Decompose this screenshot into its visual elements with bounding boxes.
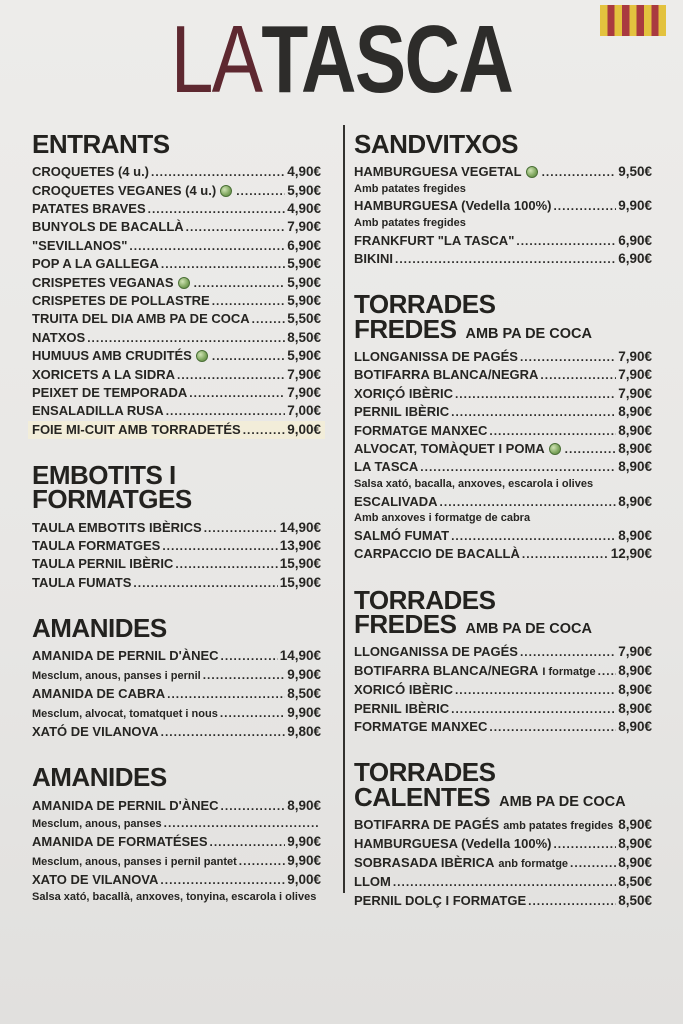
dot-leader: [164, 815, 319, 832]
item-price: 5,90€: [287, 348, 321, 364]
item-name: LLOM: [354, 874, 391, 890]
item-price: 5,90€: [287, 256, 321, 272]
item-name: Salsa xató, bacallà, anxoves, tonyina, escarola i olives: [32, 890, 317, 903]
item-price: 7,90€: [287, 219, 321, 235]
item-name: POP A LA GALLEGA: [32, 256, 159, 272]
dot-leader: [542, 164, 617, 181]
section-heading-line: [354, 313, 652, 344]
dot-leader: [451, 701, 616, 718]
item-name: ALVOCAT, TOMÀQUET I POMA: [354, 441, 545, 457]
menu-item-note: [354, 477, 652, 493]
item-name: FRANKFURT "LA TASCA": [354, 232, 515, 248]
dot-leader: [393, 874, 616, 891]
dot-leader: [221, 798, 286, 815]
item-price: 9,90€: [287, 852, 321, 868]
section-heading: [354, 289, 652, 344]
item-name: FORMATGE MANXEC: [354, 422, 488, 438]
dot-leader: [239, 853, 285, 870]
menu-column-right: [354, 129, 652, 910]
item-price: 12,90€: [610, 546, 652, 562]
section-heading-line: [354, 129, 652, 159]
item-name: Mesclum, alvocat, tomatquet i nous: [32, 707, 218, 720]
item-price: 7,90€: [287, 385, 321, 401]
menu-item: [354, 458, 652, 476]
dot-leader: [520, 349, 616, 366]
item-price: 6,90€: [618, 232, 652, 248]
menu-section: [354, 757, 652, 910]
item-name: Mesclum, anous, panses i pernil pantet: [32, 855, 237, 868]
dot-leader: [194, 275, 286, 292]
item-name: TAULA EMBOTITS IBÈRICS: [32, 519, 202, 535]
item-inline-note: amb patates fregides: [503, 820, 614, 833]
dot-leader: [570, 855, 616, 872]
dot-leader: [520, 644, 616, 661]
dot-leader: [160, 872, 285, 889]
menu-item: [354, 232, 652, 250]
dot-leader: [540, 367, 616, 384]
dot-leader: [522, 546, 609, 563]
menu-section: [354, 129, 652, 268]
item-price: 9,90€: [287, 666, 321, 682]
item-name: XORIÇÓ IBÈRIC: [354, 385, 453, 401]
dot-leader: [177, 367, 285, 384]
item-price: 7,00€: [287, 403, 321, 419]
item-name: HAMBURGUESA VEGETAL: [354, 164, 522, 180]
item-name: Amb anxoves i formatge de cabra: [354, 512, 531, 525]
item-name: CARPACCIO DE BACALLÀ: [354, 546, 520, 562]
item-price: 8,90€: [618, 700, 652, 716]
item-price: 7,90€: [618, 367, 652, 383]
dot-leader: [252, 311, 286, 328]
dot-leader: [395, 251, 616, 268]
menu-item: [32, 218, 321, 236]
dot-leader: [167, 686, 285, 703]
item-price: 5,50€: [287, 311, 321, 327]
section-heading-line: [32, 762, 321, 793]
dot-leader: [210, 834, 286, 851]
column-divider: [343, 125, 345, 893]
item-price: 7,90€: [618, 644, 652, 660]
dot-leader: [221, 648, 278, 665]
menu-item: [354, 681, 652, 699]
section-heading-line: [32, 129, 321, 159]
dot-leader: [455, 682, 616, 699]
item-price: 8,90€: [618, 854, 652, 870]
menu-item: [32, 200, 321, 218]
item-price: 15,90€: [279, 574, 321, 590]
menu-item: [354, 163, 652, 181]
item-price: 8,90€: [618, 718, 652, 734]
item-price: 4,90€: [287, 200, 321, 216]
item-price: 8,90€: [618, 422, 652, 438]
vegan-icon: [178, 277, 190, 289]
vegan-icon: [549, 443, 561, 455]
item-price: 8,90€: [618, 404, 652, 420]
menu-item: [354, 835, 652, 853]
item-name: CRISPETES VEGANAS: [32, 274, 174, 290]
item-price: 7,90€: [287, 366, 321, 382]
item-name: HAMBURGUESA (Vedella 100%): [354, 836, 552, 852]
section-heading-text: FORMATGES: [32, 484, 192, 515]
dot-leader: [565, 441, 617, 458]
item-price: 8,90€: [287, 797, 321, 813]
menu-item-note: [354, 511, 652, 527]
item-inline-note: anb formatge: [498, 857, 569, 870]
section-heading: [32, 613, 321, 644]
item-price: 8,90€: [618, 836, 652, 852]
dot-leader: [553, 836, 616, 853]
dot-leader: [455, 386, 616, 403]
dot-leader: [451, 528, 616, 545]
menu-item: [32, 537, 321, 555]
menu-section: [354, 289, 652, 563]
menu-content: [0, 129, 683, 910]
item-price: 8,90€: [618, 459, 652, 475]
menu-item: [32, 255, 321, 273]
item-name: Amb patates fregides: [354, 216, 466, 229]
section-heading-text: ENTRANTS: [32, 129, 170, 159]
item-price: 8,90€: [618, 493, 652, 509]
dot-leader: [151, 164, 285, 181]
menu-item: [354, 873, 652, 891]
section-heading-text: CALENTES: [354, 781, 491, 812]
dot-leader: [148, 201, 286, 218]
item-name: ENSALADILLA RUSA: [32, 403, 164, 419]
item-name: SALMÓ FUMAT: [354, 527, 450, 543]
catalonia-flag-icon: [600, 5, 666, 36]
item-name: XORICÓ IBÈRIC: [354, 682, 453, 698]
item-price: 8,90€: [618, 662, 652, 678]
menu-item: [32, 852, 321, 871]
section-heading-text: AMANIDES: [32, 613, 167, 644]
dot-leader: [204, 520, 278, 537]
item-name: FORMATGE MANXEC: [354, 718, 488, 734]
menu-item: [32, 237, 321, 255]
menu-item: [354, 197, 652, 215]
item-name: TRUITA DEL DIA AMB PA DE COCA: [32, 311, 250, 327]
item-name: SOBRASADA IBÈRICA: [354, 854, 495, 870]
title-part-la: LA: [170, 6, 262, 113]
menu-item: [354, 545, 652, 563]
item-name: Mesclum, anous, panses i pernil: [32, 669, 201, 682]
menu-item: [354, 700, 652, 718]
menu-item: [354, 854, 652, 873]
item-name: Mesclum, anous, panses: [32, 818, 162, 831]
item-name: HUMUUS AMB CRUDITÉS: [32, 348, 192, 364]
menu-item: [32, 833, 321, 851]
menu-section: [32, 129, 321, 439]
section-heading-text: TORRADES: [354, 289, 496, 320]
item-name: TAULA PERNIL IBÈRIC: [32, 556, 174, 572]
item-name: AMANIDA DE FORMATÉSES: [32, 834, 208, 850]
item-name: TAULA FORMATGES: [32, 538, 161, 554]
item-price: 8,50€: [287, 329, 321, 345]
dot-leader: [220, 705, 285, 722]
section-heading-text: FREDES: [354, 608, 457, 639]
dot-leader: [553, 198, 616, 215]
menu-section: [354, 584, 652, 737]
item-price: 6,90€: [287, 237, 321, 253]
dot-leader: [203, 667, 285, 684]
menu-item: [354, 385, 652, 403]
section-heading-line: [32, 613, 321, 644]
item-name: XATO DE VILANOVA: [32, 872, 159, 888]
item-name: Amb patates fregides: [354, 182, 466, 195]
section-heading-line: [354, 608, 652, 639]
item-name: AMANIDA DE CABRA: [32, 686, 166, 702]
menu-item: [354, 250, 652, 268]
item-price: 13,90€: [279, 538, 321, 554]
section-heading-text: TORRADES: [354, 584, 496, 615]
dot-leader: [489, 423, 616, 440]
menu-item-note: [32, 890, 321, 906]
dot-leader: [440, 494, 617, 511]
section-heading: [354, 584, 652, 639]
dot-leader: [129, 238, 285, 255]
dot-leader: [162, 538, 277, 555]
item-name: CRISPETES DE POLLASTRE: [32, 293, 210, 309]
item-price: 8,90€: [618, 682, 652, 698]
item-name: XORICETS A LA SIDRA: [32, 366, 176, 382]
restaurant-title: [0, 0, 683, 132]
item-name: BIKINI: [354, 250, 393, 266]
menu-item: [32, 384, 321, 402]
vegan-icon: [526, 166, 538, 178]
menu-item: [354, 718, 652, 736]
section-heading-line: [32, 484, 321, 515]
menu-item: [354, 892, 652, 910]
menu-item: [32, 163, 321, 181]
menu-item: [32, 366, 321, 384]
menu-item: [354, 440, 652, 458]
item-price: 5,90€: [287, 274, 321, 290]
dot-leader: [133, 575, 277, 592]
dot-leader: [212, 293, 286, 310]
menu-item: [354, 816, 652, 835]
menu-item: [32, 685, 321, 703]
section-heading: [32, 460, 321, 515]
menu-section: [32, 460, 321, 592]
menu-item: [354, 348, 652, 366]
item-price: 9,80€: [287, 724, 321, 740]
dot-leader: [166, 403, 286, 420]
menu-item: [32, 421, 321, 439]
section-heading-text: EMBOTITS I: [32, 460, 176, 491]
section-heading-text: AMANIDES: [32, 762, 167, 793]
item-price: 9,00€: [287, 872, 321, 888]
item-name: BOTIFARRA DE PAGÉS: [354, 817, 500, 833]
item-name: XATÓ DE VILANOVA: [32, 724, 159, 740]
section-heading-text: FREDES: [354, 313, 457, 344]
menu-item: [354, 643, 652, 661]
section-subtitle: AMB PA DE COCA: [465, 325, 592, 342]
dot-leader: [451, 404, 616, 421]
section-heading-line: [354, 781, 652, 812]
item-price: 7,90€: [618, 349, 652, 365]
section-heading-text: TORRADES: [354, 757, 496, 788]
section-heading-text: SANDVITXOS: [354, 129, 519, 159]
item-name: CROQUETES VEGANES (4 u.): [32, 182, 217, 198]
dot-leader: [420, 459, 616, 476]
section-heading: [32, 762, 321, 793]
item-name: AMANIDA DE PERNIL D'ÀNEC: [32, 797, 219, 813]
section-heading: [354, 129, 652, 159]
item-price: 5,90€: [287, 182, 321, 198]
item-price: 14,90€: [279, 648, 321, 664]
item-name: PERNIL DOLÇ I FORMATGE: [354, 892, 527, 908]
item-name: Salsa xató, bacalla, anxoves, escarola i olives: [354, 477, 594, 490]
item-name: LA TASCA: [354, 459, 419, 475]
item-name: AMANIDA DE PERNIL D'ÀNEC: [32, 648, 219, 664]
item-name: CROQUETES (4 u.): [32, 164, 150, 180]
item-name: PERNIL IBÈRIC: [354, 404, 450, 420]
dot-leader: [189, 385, 285, 402]
menu-item: [32, 797, 321, 815]
item-price: 15,90€: [279, 556, 321, 572]
section-heading: [354, 757, 652, 812]
menu-item: [32, 310, 321, 328]
dot-leader: [236, 183, 285, 200]
menu-item: [32, 666, 321, 685]
item-name: FOIE MI-CUIT AMB TORRADETÉS: [32, 421, 241, 437]
item-name: PEIXET DE TEMPORADA: [32, 385, 188, 401]
item-name: ESCALIVADA: [354, 493, 438, 509]
menu-item: [354, 366, 652, 384]
menu-item: [32, 647, 321, 665]
section-subtitle: AMB PA DE COCA: [465, 620, 592, 637]
item-price: 8,50€: [618, 874, 652, 890]
item-name: "SEVILLANOS": [32, 237, 128, 253]
dot-leader: [598, 663, 617, 680]
dot-leader: [175, 556, 277, 573]
menu-section: [32, 613, 321, 741]
item-inline-note: I formatge: [542, 665, 596, 678]
dot-leader: [528, 893, 616, 910]
dot-leader: [615, 817, 616, 834]
menu-item: [32, 347, 321, 365]
item-name: BOTIFARRA BLANCA/NEGRA: [354, 662, 539, 678]
item-price: 14,90€: [279, 519, 321, 535]
menu-item: [32, 555, 321, 573]
menu-item: [354, 403, 652, 421]
dot-leader: [186, 219, 286, 236]
item-name: BUNYOLS DE BACALLÀ: [32, 219, 184, 235]
dot-leader: [212, 348, 285, 365]
menu-item: [32, 292, 321, 310]
item-price: 8,50€: [618, 892, 652, 908]
item-price: 8,90€: [618, 527, 652, 543]
item-price: 9,90€: [287, 704, 321, 720]
title-part-tasca: TASCA: [261, 6, 513, 113]
item-price: 7,90€: [618, 385, 652, 401]
item-name: PATATES BRAVES: [32, 200, 146, 216]
item-price: 6,90€: [618, 250, 652, 266]
dot-leader: [87, 330, 285, 347]
item-price: 8,90€: [618, 441, 652, 457]
item-price: 9,90€: [618, 198, 652, 214]
item-price: 4,90€: [287, 164, 321, 180]
dot-leader: [243, 422, 285, 439]
dot-leader: [489, 719, 616, 736]
item-price: 9,90€: [287, 834, 321, 850]
item-price: 9,00€: [287, 421, 321, 437]
item-name: LLONGANISSA DE PAGÉS: [354, 644, 518, 660]
menu-item-note: [354, 182, 652, 198]
item-price: 8,90€: [618, 817, 652, 833]
menu-item: [354, 527, 652, 545]
vegan-icon: [196, 350, 208, 362]
menu-item: [32, 182, 321, 200]
menu-item: [32, 329, 321, 347]
menu-item: [354, 422, 652, 440]
menu-item: [32, 723, 321, 741]
menu-item: [32, 274, 321, 292]
menu-item: [32, 704, 321, 723]
vegan-icon: [220, 185, 232, 197]
menu-item: [32, 574, 321, 592]
section-subtitle: AMB PA DE COCA: [499, 793, 626, 810]
item-price: 5,90€: [287, 293, 321, 309]
item-name: NATXOS: [32, 329, 86, 345]
item-name: PERNIL IBÈRIC: [354, 700, 450, 716]
menu-item: [354, 493, 652, 511]
item-name: LLONGANISSA DE PAGÉS: [354, 349, 518, 365]
item-name: HAMBURGUESA (Vedella 100%): [354, 198, 552, 214]
item-name: BOTIFARRA BLANCA/NEGRA: [354, 367, 539, 383]
menu-item: [32, 871, 321, 889]
dot-leader: [516, 233, 616, 250]
item-name: TAULA FUMATS: [32, 574, 132, 590]
menu-item: [354, 662, 652, 681]
menu-item: [32, 402, 321, 420]
item-price: 8,50€: [287, 686, 321, 702]
restaurant-title-text: [170, 6, 513, 113]
menu-item: [32, 519, 321, 537]
dot-leader: [161, 256, 285, 273]
menu-section: [32, 762, 321, 905]
menu-item: [32, 815, 321, 833]
dot-leader: [161, 724, 286, 741]
item-price: 9,50€: [618, 164, 652, 180]
section-heading: [32, 129, 321, 159]
menu-item-note: [354, 216, 652, 232]
menu-column-left: [32, 129, 321, 910]
